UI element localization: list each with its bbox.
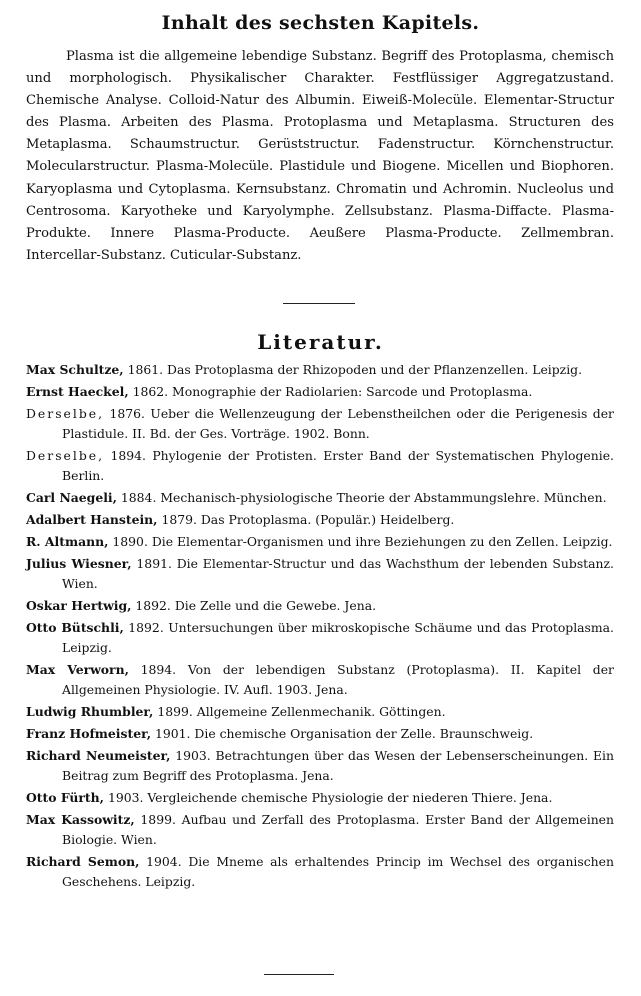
reference-year: 1890.	[112, 534, 148, 549]
reference-text: Vergleichende chemische Physiologie der niederen Thiere. Jena.	[147, 790, 553, 805]
reference-item	[26, 702, 614, 722]
reference-author: Max Kassowitz,	[26, 812, 135, 827]
reference-text: Die Mneme als erhaltendes Princip im Wechsel des organischen Geschehens. Leipzig.	[62, 854, 614, 889]
reference-year: 1894.	[140, 662, 177, 677]
reference-author: Oskar Hertwig,	[26, 598, 132, 613]
reference-item	[26, 532, 614, 552]
reference-text: Monographie der Radiolarien: Sarcode und Protoplasma.	[172, 384, 533, 399]
reference-author: R. Altmann,	[26, 534, 109, 549]
reference-text: Das Protoplasma. (Populär.) Heidelberg.	[200, 512, 455, 527]
reference-author: Derselbe,	[26, 448, 105, 463]
reference-item	[26, 660, 614, 700]
reference-item	[26, 488, 614, 508]
reference-item	[26, 746, 614, 786]
reference-author: Carl Naegeli,	[26, 490, 117, 505]
reference-year: 1899.	[157, 704, 193, 719]
reference-year: 1876.	[109, 406, 145, 421]
reference-author: Ernst Haeckel,	[26, 384, 129, 399]
reference-text: Aufbau und Zerfall des Protoplasma. Erster Band der Allgemeinen Biologie. Wien.	[62, 812, 614, 847]
reference-author: Richard Neumeister,	[26, 748, 171, 763]
reference-item	[26, 596, 614, 616]
reference-year: 1892.	[128, 620, 164, 635]
reference-year: 1903.	[107, 790, 144, 805]
chapter-contents-title: Inhalt des sechsten Kapitels.	[161, 12, 480, 34]
reference-year: 1901.	[154, 726, 191, 741]
reference-author: Richard Semon,	[26, 854, 140, 869]
reference-item	[26, 618, 614, 658]
reference-year: 1861.	[127, 362, 164, 377]
reference-item	[26, 554, 614, 594]
reference-item	[26, 360, 614, 380]
reference-text: Die Zelle und die Gewebe. Jena.	[174, 598, 377, 613]
reference-text: Mechanisch-physiologische Theorie der Abstammungslehre. München.	[160, 490, 607, 505]
reference-list	[26, 360, 614, 894]
reference-text: Die chemische Organisation der Zelle. Braunschweig.	[194, 726, 534, 741]
reference-item	[26, 510, 614, 530]
reference-year: 1894.	[110, 448, 146, 463]
reference-author: Franz Hofmeister,	[26, 726, 152, 741]
reference-author: Otto Fürth,	[26, 790, 104, 805]
reference-text: Die Elementar-Organismen und ihre Beziehungen zu den Zellen. Leipzig.	[151, 534, 613, 549]
reference-author: Derselbe,	[26, 406, 105, 421]
reference-item	[26, 404, 614, 444]
reference-item	[26, 446, 614, 486]
reference-year: 1892.	[135, 598, 171, 613]
section-divider	[264, 974, 334, 975]
reference-text: Untersuchungen über mikroskopische Schäume und das Protoplasma. Leipzig.	[62, 620, 614, 655]
reference-text: Von der lebendigen Substanz (Protoplasma). II. Kapitel der Allgemeinen Physiologie. IV. Aufl. 1903. Jena.	[62, 662, 614, 697]
reference-item	[26, 852, 614, 892]
reference-author: Max Verworn,	[26, 662, 129, 677]
reference-author: Otto Bütschli,	[26, 620, 124, 635]
reference-author: Adalbert Hanstein,	[26, 512, 158, 527]
reference-year: 1862.	[132, 384, 169, 399]
reference-item	[26, 788, 614, 808]
reference-item	[26, 724, 614, 744]
literature-title: Literatur.	[257, 330, 384, 354]
reference-text: Betrachtungen über das Wesen der Lebenserscheinungen. Ein Beitrag zum Begriff des Protoplasma. Jena.	[62, 748, 614, 783]
reference-year: 1899.	[140, 812, 176, 827]
reference-item	[26, 382, 614, 402]
reference-text: Ueber die Wellenzeugung der Lebenstheilchen oder die Perigenesis der Plastidule. II. Bd. der Ges. Vorträge. 1902. Bonn.	[62, 406, 614, 441]
reference-year: 1891.	[136, 556, 172, 571]
section-divider	[283, 303, 355, 304]
reference-text: Allgemeine Zellenmechanik. Göttingen.	[196, 704, 446, 719]
reference-year: 1904.	[146, 854, 182, 869]
reference-text: Phylogenie der Protisten. Erster Band der Systematischen Phylogenie. Berlin.	[62, 448, 614, 483]
reference-text: Die Elementar-Structur und das Wachsthum der lebenden Substanz. Wien.	[62, 556, 614, 591]
reference-author: Max Schultze,	[26, 362, 124, 377]
chapter-contents-summary: Plasma ist die allgemeine lebendige Substanz. Begriff des Protoplasma, chemisch und morphologisch. Physikalischer Charakter. Festflüssiger Aggregatzustand. Chemische Analyse. Colloid-Natur des Albumin. Eiweiß-Molecüle. Elementar-Structur des Plasma. Arbeiten des Plasma. Protoplasma und Metaplasma. Structuren des Metaplasma. Schaumstructur. Gerüststructur. Fadenstructur. Körnchenstructur. Molecularstructur. Plasma-Molecüle. Plastidule und Biogene. Micellen und Biophoren. Karyoplasma und Cytoplasma. Kernsubstanz. Chromatin und Achromin. Nucleolus und Centrosoma. Karyotheke und Karyolymphe. Zellsubstanz. Plasma-Diffacte. Plasma-Produkte. Innere Plasma-Producte. Aeußere Plasma-Producte. Zellmembran. Intercellar-Substanz. Cuticular-Substanz.	[26, 49, 614, 263]
reference-author: Julius Wiesner,	[26, 556, 132, 571]
reference-item	[26, 810, 614, 850]
reference-year: 1903.	[175, 748, 211, 763]
reference-text: Das Protoplasma der Rhizopoden und der Pflanzenzellen. Leipzig.	[167, 362, 583, 377]
reference-year: 1879.	[161, 512, 197, 527]
reference-year: 1884.	[120, 490, 157, 505]
reference-author: Ludwig Rhumbler,	[26, 704, 154, 719]
